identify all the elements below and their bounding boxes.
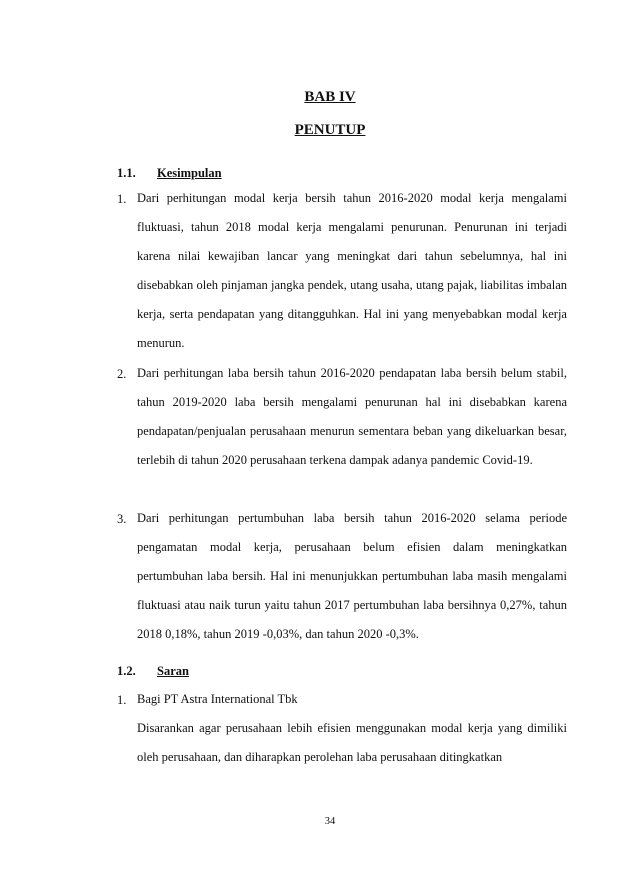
list-item-number: 1.	[117, 192, 127, 206]
chapter-label: BAB IV	[304, 89, 356, 105]
list-item-number: 2.	[117, 367, 127, 381]
section-title: Saran	[157, 664, 189, 678]
list-item-text: Dari perhitungan pertumbuhan laba bersih tahun 2016-2020 selama periode pengamatan modal kerja, perusahaan belum efisien dalam meningkatkan pertumbuhan laba bersih. Hal ini menunjukkan pertumbuhan laba masih mengalami fluktuasi atau naik turun yaitu tahun 2017 pertumbuhan laba bersihnya 0,27%, tahun 2018 0,18%, tahun 2019 -0,03%, dan tahun 2020 -0,3%.	[137, 511, 567, 642]
list-item-text: Dari perhitungan laba bersih tahun 2016-2020 pendapatan laba bersih belum stabil, tahun 2019-2020 laba bersih mengalami penurunan hal ini disebabkan karena pendapatan/penjualan perusahaan menurun sementara beban yang dikeluarkan besar, terlebih di tahun 2020 perusahaan terkena dampak adanya pandemic Covid-19.	[137, 366, 567, 468]
section-heading-saran	[117, 664, 189, 679]
list-item-text: Dari perhitungan modal kerja bersih tahun 2016-2020 modal kerja mengalami fluktuasi, tahun 2018 modal kerja mengalami penurunan. Penurunan ini terjadi karena nilai kewajiban lancar yang meningkat dari tahun sebelumnya, hal ini disebabkan oleh pinjaman jangka pendek, utang usaha, utang pajak, liabilitas imbalan kerja, serta pendapatan yang ditangguhkan. Hal ini yang menyebabkan modal kerja menurun.	[137, 191, 567, 351]
section-title: Kesimpulan	[157, 166, 222, 180]
section-number: 1.2.	[117, 664, 136, 678]
section-heading-kesimpulan	[117, 166, 222, 181]
list-item-text: Bagi PT Astra International Tbk	[137, 692, 298, 706]
page-number: 34	[324, 816, 336, 827]
chapter-title: PENUTUP	[294, 122, 366, 138]
suggestion-paragraph: Disarankan agar perusahaan lebih efisien menggunakan modal kerja yang dimiliki oleh perusahaan, dan diharapkan perolehan laba perusahaan ditingkatkan	[137, 721, 567, 765]
list-item-number: 3.	[117, 512, 127, 526]
list-item-number: 1.	[117, 693, 127, 707]
section-number: 1.1.	[117, 166, 136, 180]
